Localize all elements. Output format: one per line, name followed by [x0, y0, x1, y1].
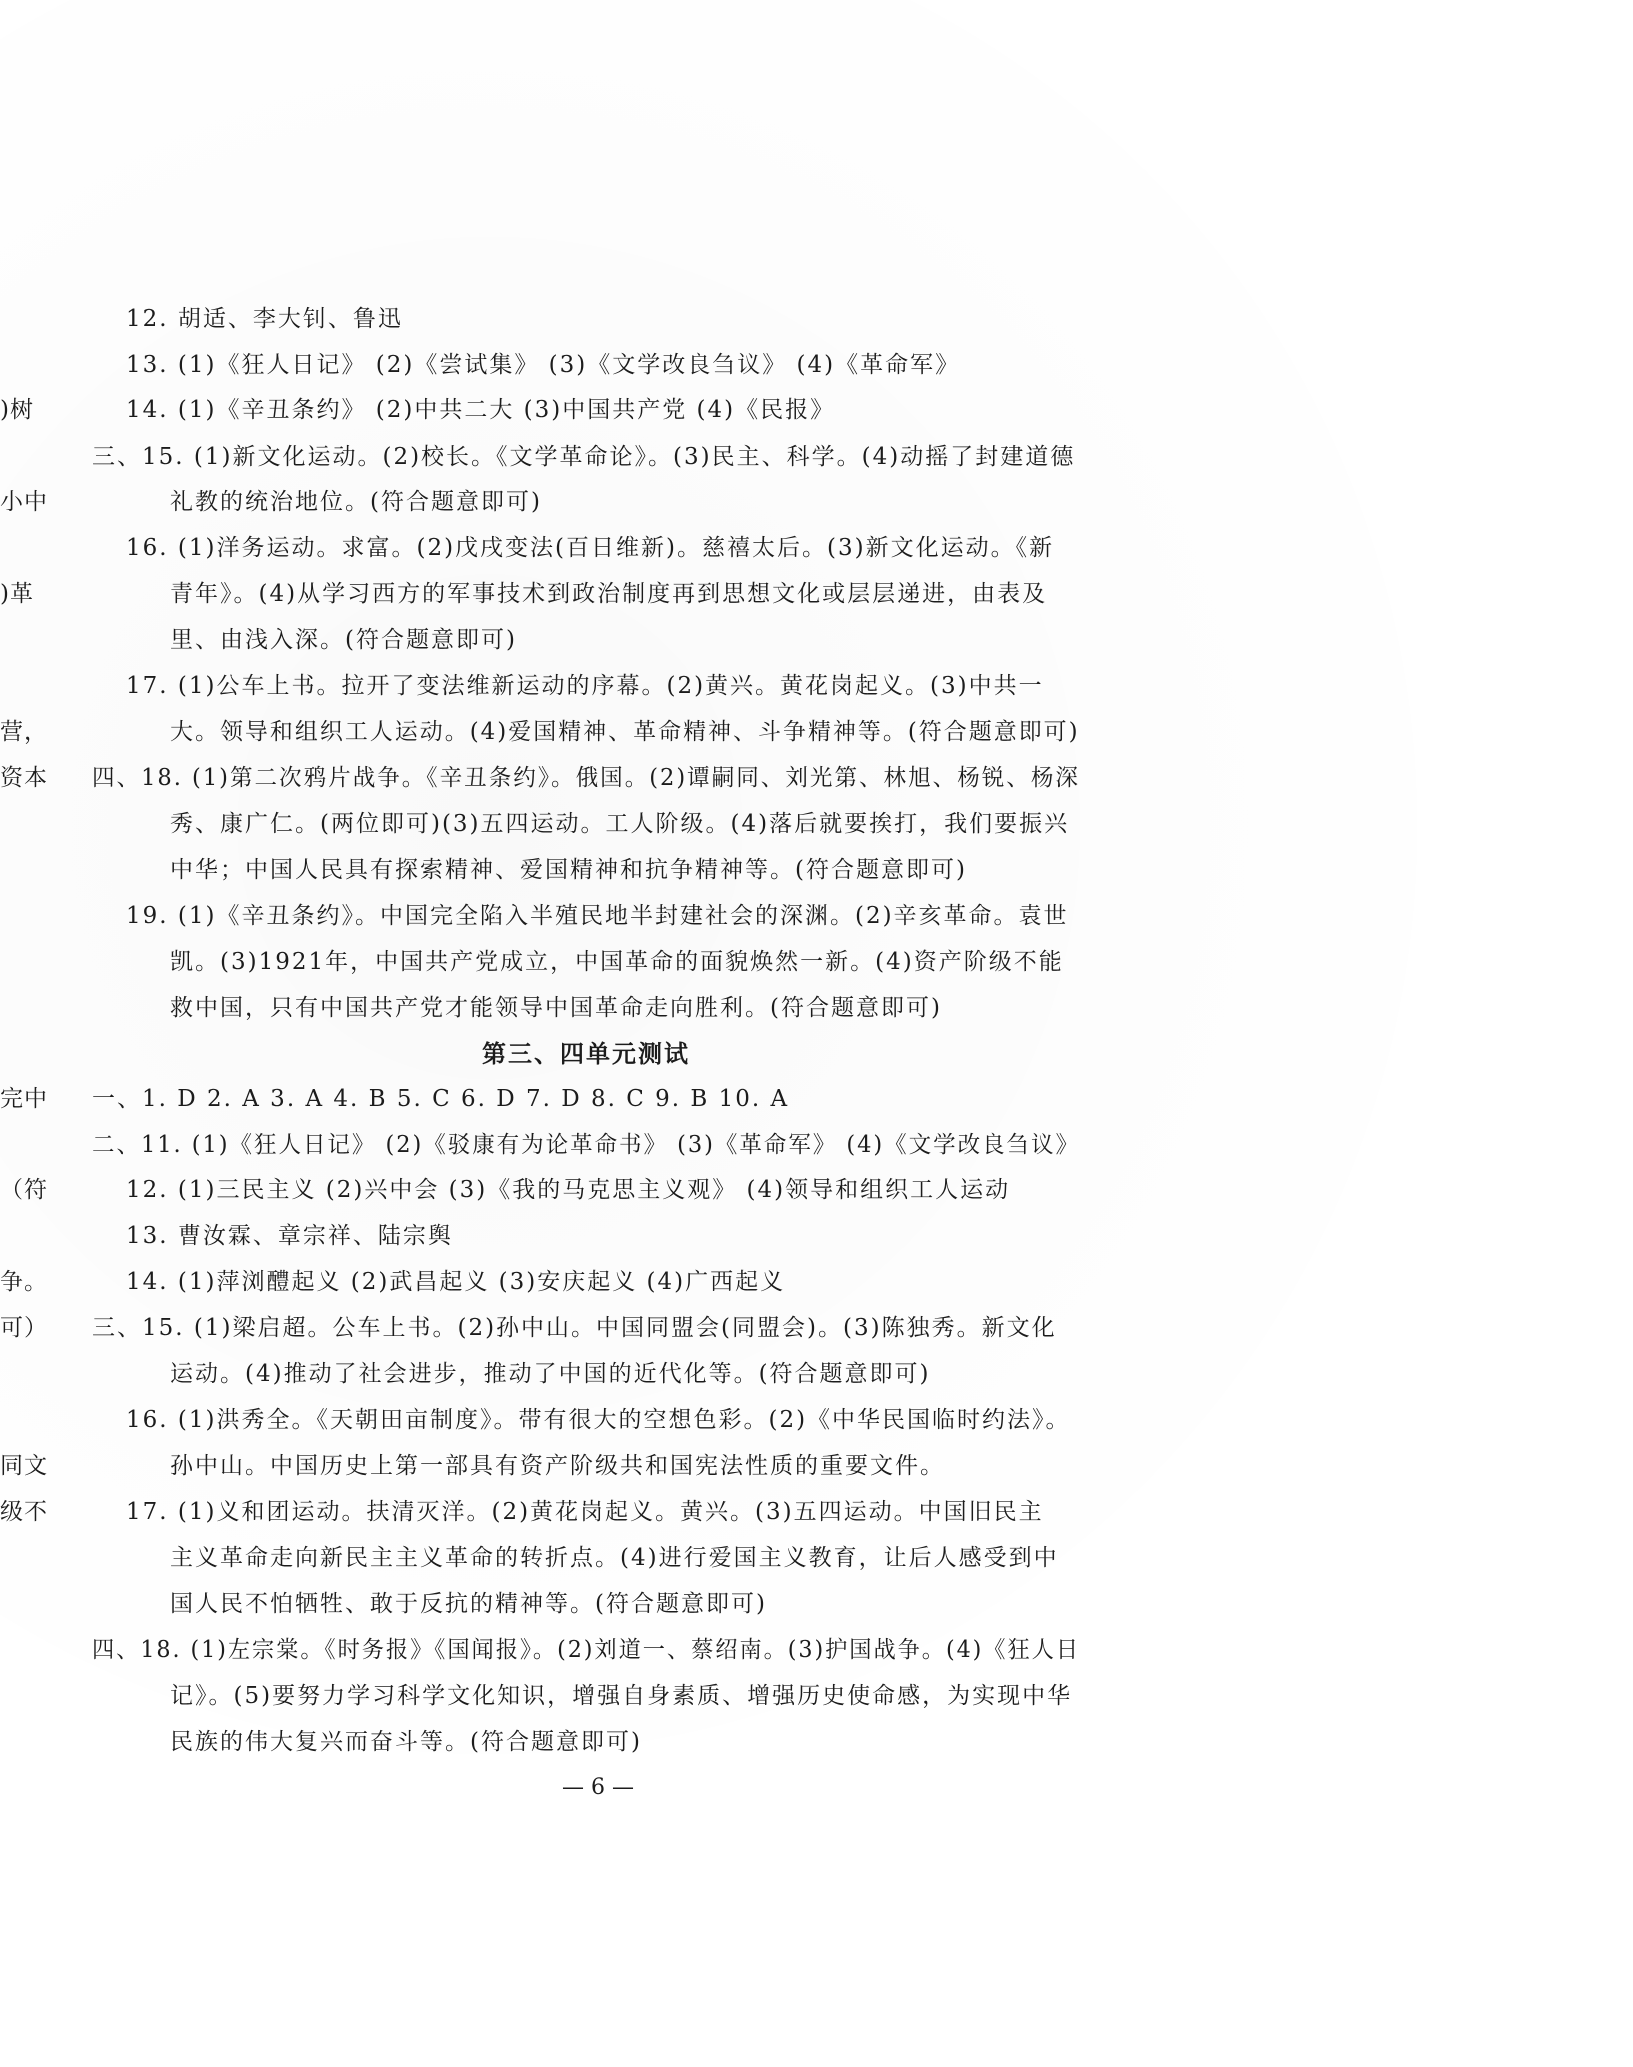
- answer-line: 孙中山。中国历史上第一部具有资产阶级共和国宪法性质的重要文件。: [170, 1453, 945, 1479]
- answer-line: 12. (1)三民主义 (2)兴中会 (3)《我的马克思主义观》 (4)领导和组织工人运动: [126, 1177, 1011, 1203]
- margin-fragment: 争。: [0, 1269, 48, 1295]
- answer-line: 礼教的统治地位。(符合题意即可): [170, 489, 542, 515]
- margin-fragment: 完中: [0, 1086, 48, 1112]
- answer-line: 记》。(5)要努力学习科学文化知识，增强自身素质、增强历史使命感，为实现中华: [170, 1683, 1073, 1709]
- answer-line: 秀、康广仁。(两位即可)(3)五四运动。工人阶级。(4)落后就要挨打，我们要振兴: [170, 811, 1070, 837]
- answer-line: 13. (1)《狂人日记》 (2)《尝试集》 (3)《文学改良刍议》 (4)《革命军》: [126, 352, 961, 378]
- answer-line: 国人民不怕牺牲、敢于反抗的精神等。(符合题意即可): [170, 1591, 767, 1617]
- margin-fragment: 同文: [0, 1453, 48, 1479]
- answer-line: 17. (1)公车上书。拉开了变法维新运动的序幕。(2)黄兴。黄花岗起义。(3)中共一: [126, 673, 1044, 699]
- answer-line: 13. 曹汝霖、章宗祥、陆宗舆: [126, 1223, 453, 1249]
- answer-line: 大。领导和组织工人运动。(4)爱国精神、革命精神、斗争精神等。(符合题意即可): [170, 719, 1080, 745]
- answer-line: 民族的伟大复兴而奋斗等。(符合题意即可): [170, 1729, 642, 1755]
- margin-fragment: )树: [0, 397, 34, 423]
- margin-fragment: 可）: [0, 1315, 48, 1341]
- margin-fragment: 级不: [0, 1499, 48, 1525]
- margin-fragment: 资本: [0, 765, 48, 791]
- margin-fragment: 小中: [0, 489, 48, 515]
- answer-line: 中华；中国人民具有探索精神、爱国精神和抗争精神等。(符合题意即可): [170, 857, 967, 883]
- answer-line: 三、15. (1)梁启超。公车上书。(2)孙中山。中国同盟会(同盟会)。(3)陈独秀。新文化: [92, 1315, 1057, 1341]
- page-number: — 6 —: [562, 1775, 634, 1800]
- margin-fragment: （符: [0, 1177, 48, 1203]
- answer-line: 14. (1)《辛丑条约》 (2)中共二大 (3)中国共产党 (4)《民报》: [126, 397, 836, 423]
- answer-line: 青年》。(4)从学习西方的军事技术到政治制度再到思想文化或层层递进，由表及: [170, 581, 1048, 607]
- answer-line: 19. (1)《辛丑条约》。中国完全陷入半殖民地半封建社会的深渊。(2)辛亥革命。袁世: [126, 903, 1069, 929]
- answer-line: 运动。(4)推动了社会进步，推动了中国的近代化等。(符合题意即可): [170, 1361, 931, 1387]
- answer-line: 12. 胡适、李大钊、鲁迅: [126, 306, 403, 332]
- answer-line: 三、15. (1)新文化运动。(2)校长。《文学革命论》。(3)民主、科学。(4)动摇了封建道德: [92, 444, 1076, 470]
- answer-line: 二、11. (1)《狂人日记》 (2)《驳康有为论革命书》 (3)《革命军》 (4)《文学改良刍议》: [92, 1132, 1080, 1158]
- margin-fragment: )革: [0, 581, 34, 607]
- answer-line: 四、18. (1)左宗棠。《时务报》《国闻报》。(2)刘道一、蔡绍南。(3)护国战争。(4)《狂人日: [92, 1637, 1081, 1663]
- answer-line: 四、18. (1)第二次鸦片战争。《辛丑条约》。俄国。(2)谭嗣同、刘光第、林旭、杨锐、杨深: [92, 765, 1080, 791]
- answer-line: 凯。(3)1921年，中国共产党成立，中国革命的面貌焕然一新。(4)资产阶级不能: [170, 949, 1064, 975]
- section-title: 第三、四单元测试: [482, 1039, 690, 1068]
- answer-line: 16. (1)洪秀全。《天朝田亩制度》。带有很大的空想色彩。(2)《中华民国临时约法》。: [126, 1407, 1071, 1433]
- answer-line: 17. (1)义和团运动。扶清灭洋。(2)黄花岗起义。黄兴。(3)五四运动。中国旧民主: [126, 1499, 1044, 1525]
- answer-line: 16. (1)洋务运动。求富。(2)戊戌变法(百日维新)。慈禧太后。(3)新文化运动。《新: [126, 535, 1055, 561]
- answer-line: 一、1. D 2. A 3. A 4. B 5. C 6. D 7. D 8. C 9. B 10. A: [92, 1086, 790, 1112]
- answer-line: 14. (1)萍浏醴起义 (2)武昌起义 (3)安庆起义 (4)广西起义: [126, 1269, 786, 1295]
- answer-line: 里、由浅入深。(符合题意即可): [170, 627, 517, 653]
- answer-line: 主义革命走向新民主主义革命的转折点。(4)进行爱国主义教育，让后人感受到中: [170, 1545, 1059, 1571]
- margin-fragment: 营，: [0, 719, 48, 745]
- answer-line: 救中国，只有中国共产党才能领导中国革命走向胜利。(符合题意即可): [170, 995, 942, 1021]
